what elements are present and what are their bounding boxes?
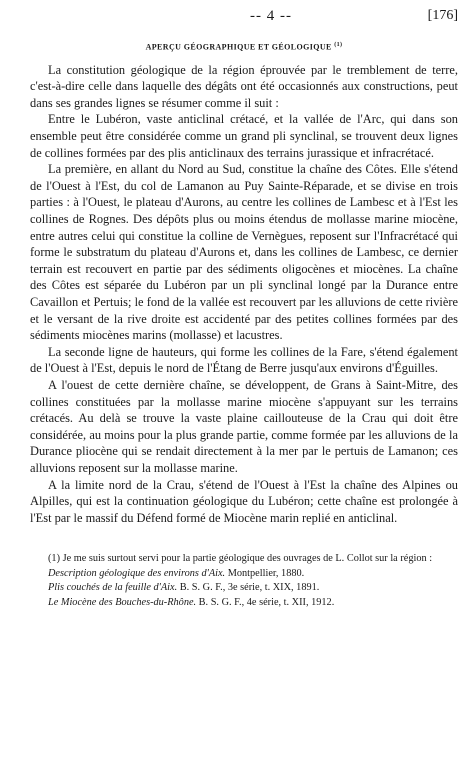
page-reference: [176]: [427, 8, 458, 23]
footnote-intro-text: Je me suis surtout servi pour la partie géologique des ouvrages de L. Collot sur la région :: [62, 553, 433, 565]
paragraph: A la limite nord de la Crau, s'étend de l'Ouest à l'Est la chaîne des Alpines ou Alpilles, qui est la continuation géologique du Lubéron; cette chaîne est prolongée à l'Est par le massif du Défend formé de Miocène marin replié en anticlinal.: [30, 477, 458, 525]
footnote-intro: [30, 552, 458, 567]
paragraph: A l'ouest de cette dernière chaîne, se développent, de Grans à Saint-Mitre, des collines constituées par la mollasse marine miocène s'appuyant sur les terrains crétacés. Au delà se trouve la vaste plaine caillouteuse de la Crau qui doit être considérée, au moins pour la plus grande partie, comme formée par les alluvions de la Durance pliocène qui se rendait directement à la mer par le pertuis de Lamanon; ces alluvions reposent sur la mollasse marine.: [30, 377, 458, 475]
paragraph: La première, en allant du Nord au Sud, constitue la chaîne des Côtes. Elle s'étend de l'Ouest à l'Est, du col de Lamanon au Puy Sainte-Réparade, et se divise en trois parties : à l'Ouest, le plateau d'Aurons, au centre les collines de Lambesc et à l'Est les collines de Rognes. Des dépôts plus ou moins étendus de mollasse marine miocène, entre autres celui qui constitue la colline de Vernègues, reposent sur l'Infracrétacé qui forme le substratum du plateau d'Aurons et, dans les collines de Lambesc, ce dernier terrain est recouvert en partie par des sédiments oligocènes et miocènes. La chaîne des Côtes est séparée du Lubéron par un pli synclinal longé par la Durance entre Cavaillon et Pertuis; le fond de la vallée est recouvert par les alluvions de cette rivière et le versant de la rive droite est accidenté par des petites collines formées par des sédiments miocènes marins (mollasse) et lacustres.: [30, 162, 458, 343]
section-title: [30, 42, 458, 52]
paragraph: Entre le Lubéron, vaste anticlinal crétacé, et la vallée de l'Arc, qui dans son ensemble peut être considérée comme un grand pli synclinal, se trouvent deux lignes de collines formées par des plis anticlinaux des terrains jurassique et infracrétacé.: [30, 112, 458, 160]
footnote-mark: (1): [48, 553, 61, 565]
footnote: [30, 552, 458, 610]
page-header: [30, 6, 458, 28]
paragraph: La seconde ligne de hauteurs, qui forme les collines de la Fare, s'étend également de l'Ouest à l'Est, depuis le nord de l'Étang de Berre jusqu'aux environs d'Éguilles.: [30, 344, 458, 376]
reference-details: B. S. G. F., 3e série, t. XIX, 1891.: [177, 582, 320, 594]
reference-details: Montpellier, 1880.: [225, 567, 305, 579]
paragraph: La constitution géologique de la région éprouvée par le tremblement de terre, c'est-à-dire celle dans laquelle des dégâts ont été occasionnés aux constructions, peut dans ses grandes lignes se résumer comme il suit :: [30, 62, 458, 110]
footnote-reference: [30, 567, 458, 582]
reference-title: Description géologique des environs d'Aix.: [48, 567, 226, 579]
reference-details: B. S. G. F., 4e série, t. XII, 1912.: [196, 597, 335, 609]
reference-title: Le Miocène des Bouches-du-Rhône.: [48, 597, 197, 609]
page-number: -- 4 --: [250, 8, 292, 24]
footnote-reference: [30, 596, 458, 611]
footnote-mark: (1): [334, 42, 343, 48]
section-title-text: APERÇU GÉOGRAPHIQUE ET GÉOLOGIQUE: [145, 42, 332, 52]
body-text: [30, 62, 458, 527]
footnote-reference: [30, 581, 458, 596]
reference-title: Plis couchés de la feuille d'Aix.: [48, 582, 178, 594]
